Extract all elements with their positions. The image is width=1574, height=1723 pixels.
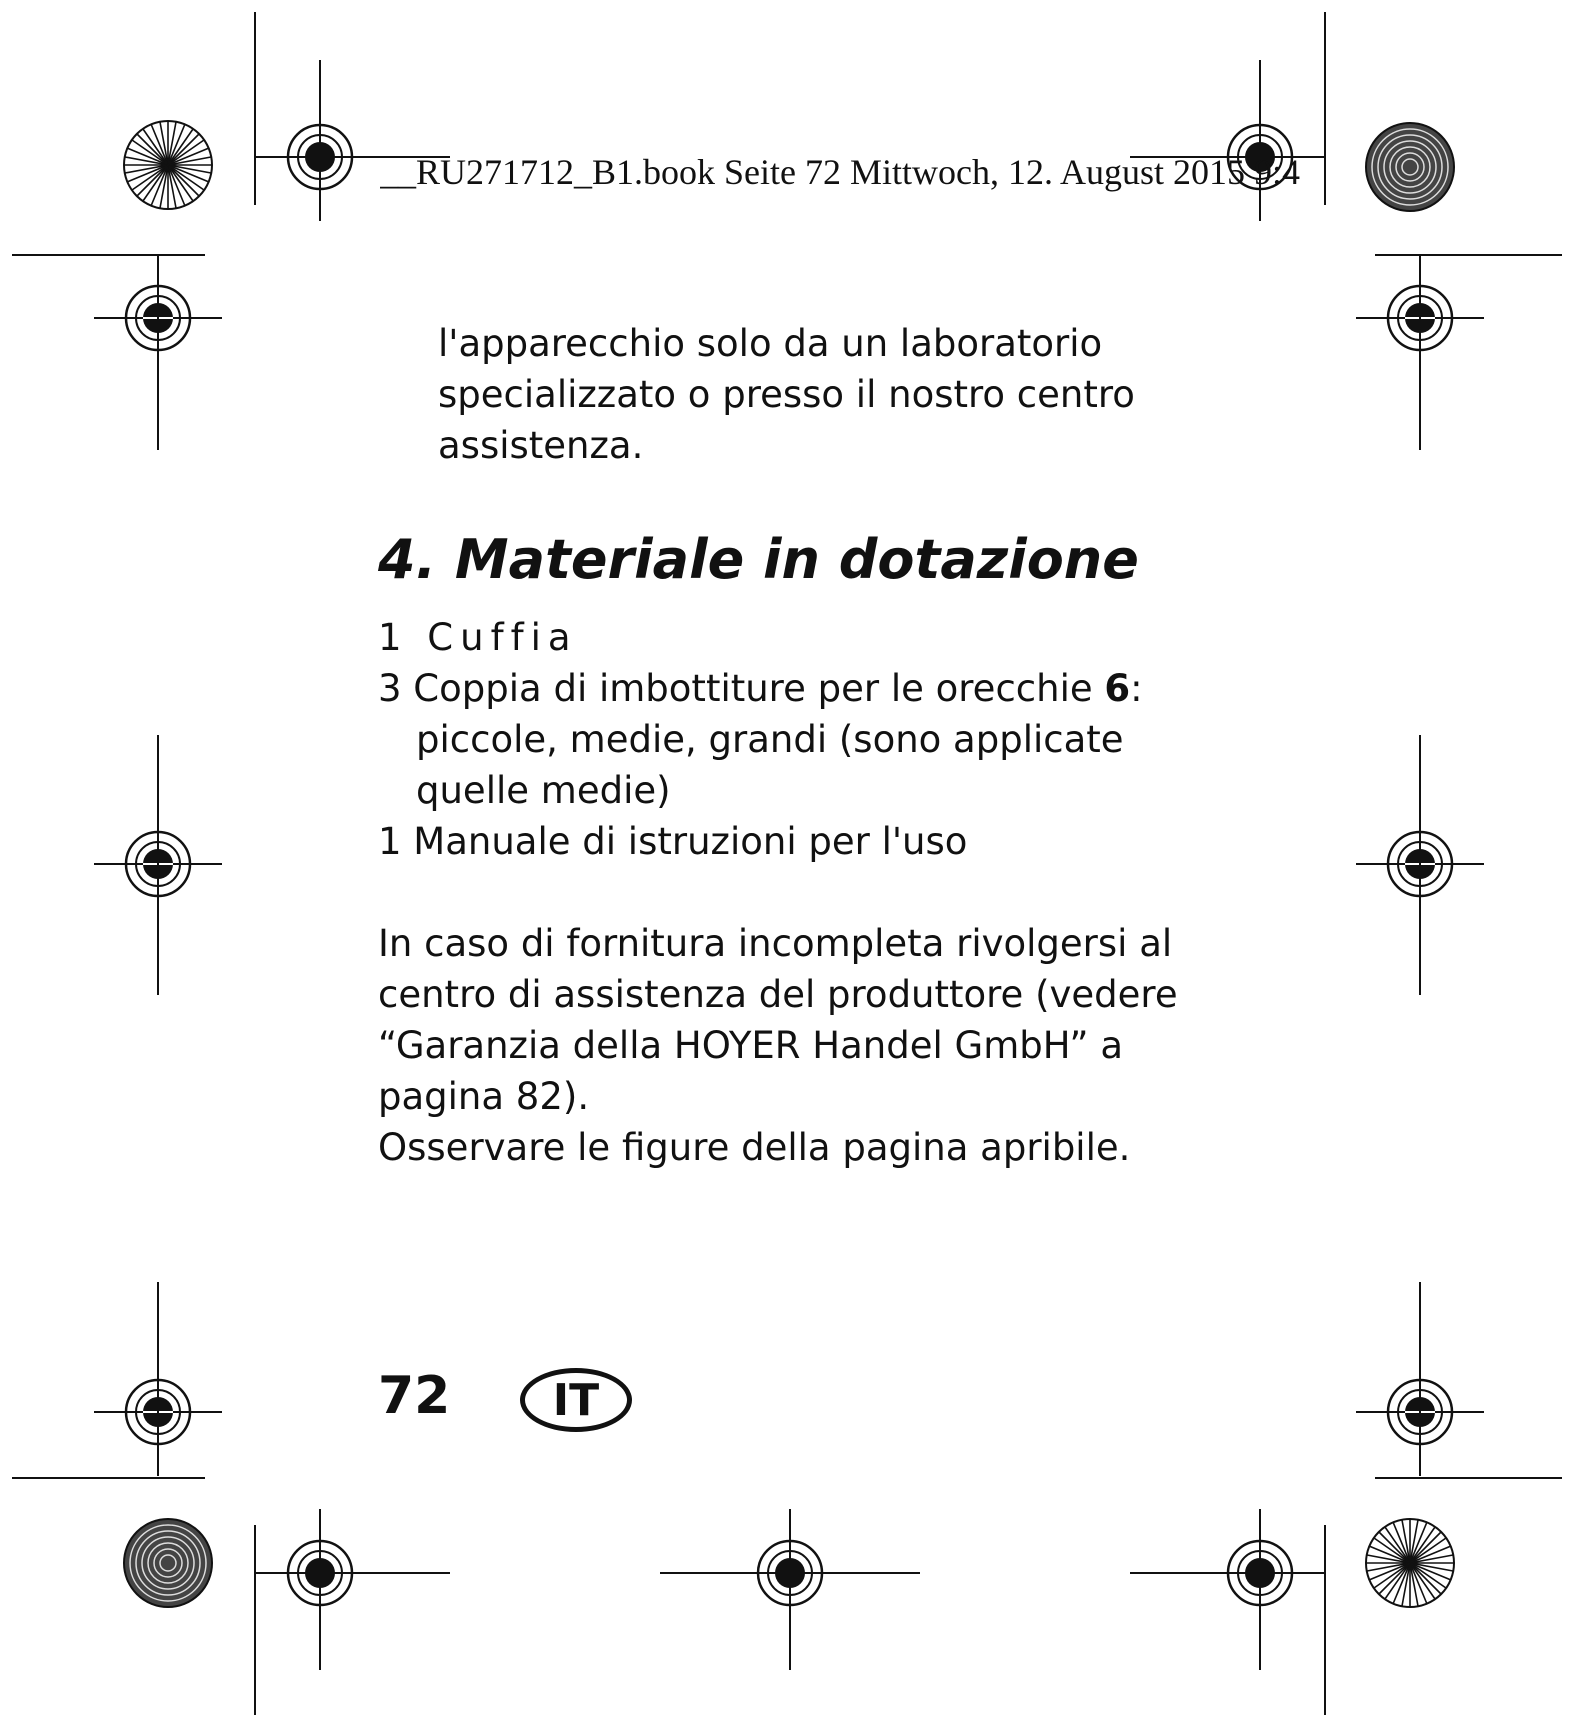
print-header-file-info: __RU271712_B1.book Seite 72 Mittwoch, 12. August 2015 9:4 (380, 152, 1301, 192)
list-item (378, 612, 1278, 663)
intro-line: assistenza. (438, 424, 644, 467)
list-item-continuation: quelle medie) (416, 769, 671, 812)
starburst-target-icon (1366, 1519, 1454, 1607)
list-item (378, 663, 1278, 714)
note-line: “Garanzia della HOYER Handel GmbH” a (378, 1024, 1124, 1067)
figure-reference: 6 (1104, 667, 1131, 710)
item-text: 3 Coppia di imbottiture per le orecchie (378, 667, 1093, 710)
item-suffix: : (1130, 667, 1143, 710)
note-line: In caso di fornitura incompleta rivolgersi al (378, 922, 1173, 965)
section-heading: 4. Materiale in dotazione (378, 528, 1139, 591)
item-text: 1 Cuffia (378, 616, 578, 659)
package-contents-list (378, 612, 1278, 867)
note-line: pagina 82). (378, 1075, 590, 1118)
intro-paragraph (438, 318, 1238, 471)
intro-line: specializzato o presso il nostro centro (438, 373, 1135, 416)
language-badge (520, 1368, 632, 1432)
starburst-target-icon (124, 121, 212, 209)
incomplete-delivery-note (378, 918, 1258, 1173)
ring-target-icon (124, 1519, 212, 1607)
intro-line: l'apparecchio solo da un laboratorio (438, 322, 1103, 365)
note-line: Osservare le figure della pagina apribile. (378, 1126, 1131, 1169)
list-item-continuation: piccole, medie, grandi (sono applicate (416, 718, 1124, 761)
item-text: 1 Manuale di istruzioni per l'uso (378, 820, 968, 863)
page-number: 72 (378, 1366, 451, 1426)
ring-target-icon (1366, 123, 1454, 211)
list-item (378, 816, 1278, 867)
note-line: centro di assistenza del produttore (vedere (378, 973, 1178, 1016)
language-code: IT (552, 1374, 600, 1426)
